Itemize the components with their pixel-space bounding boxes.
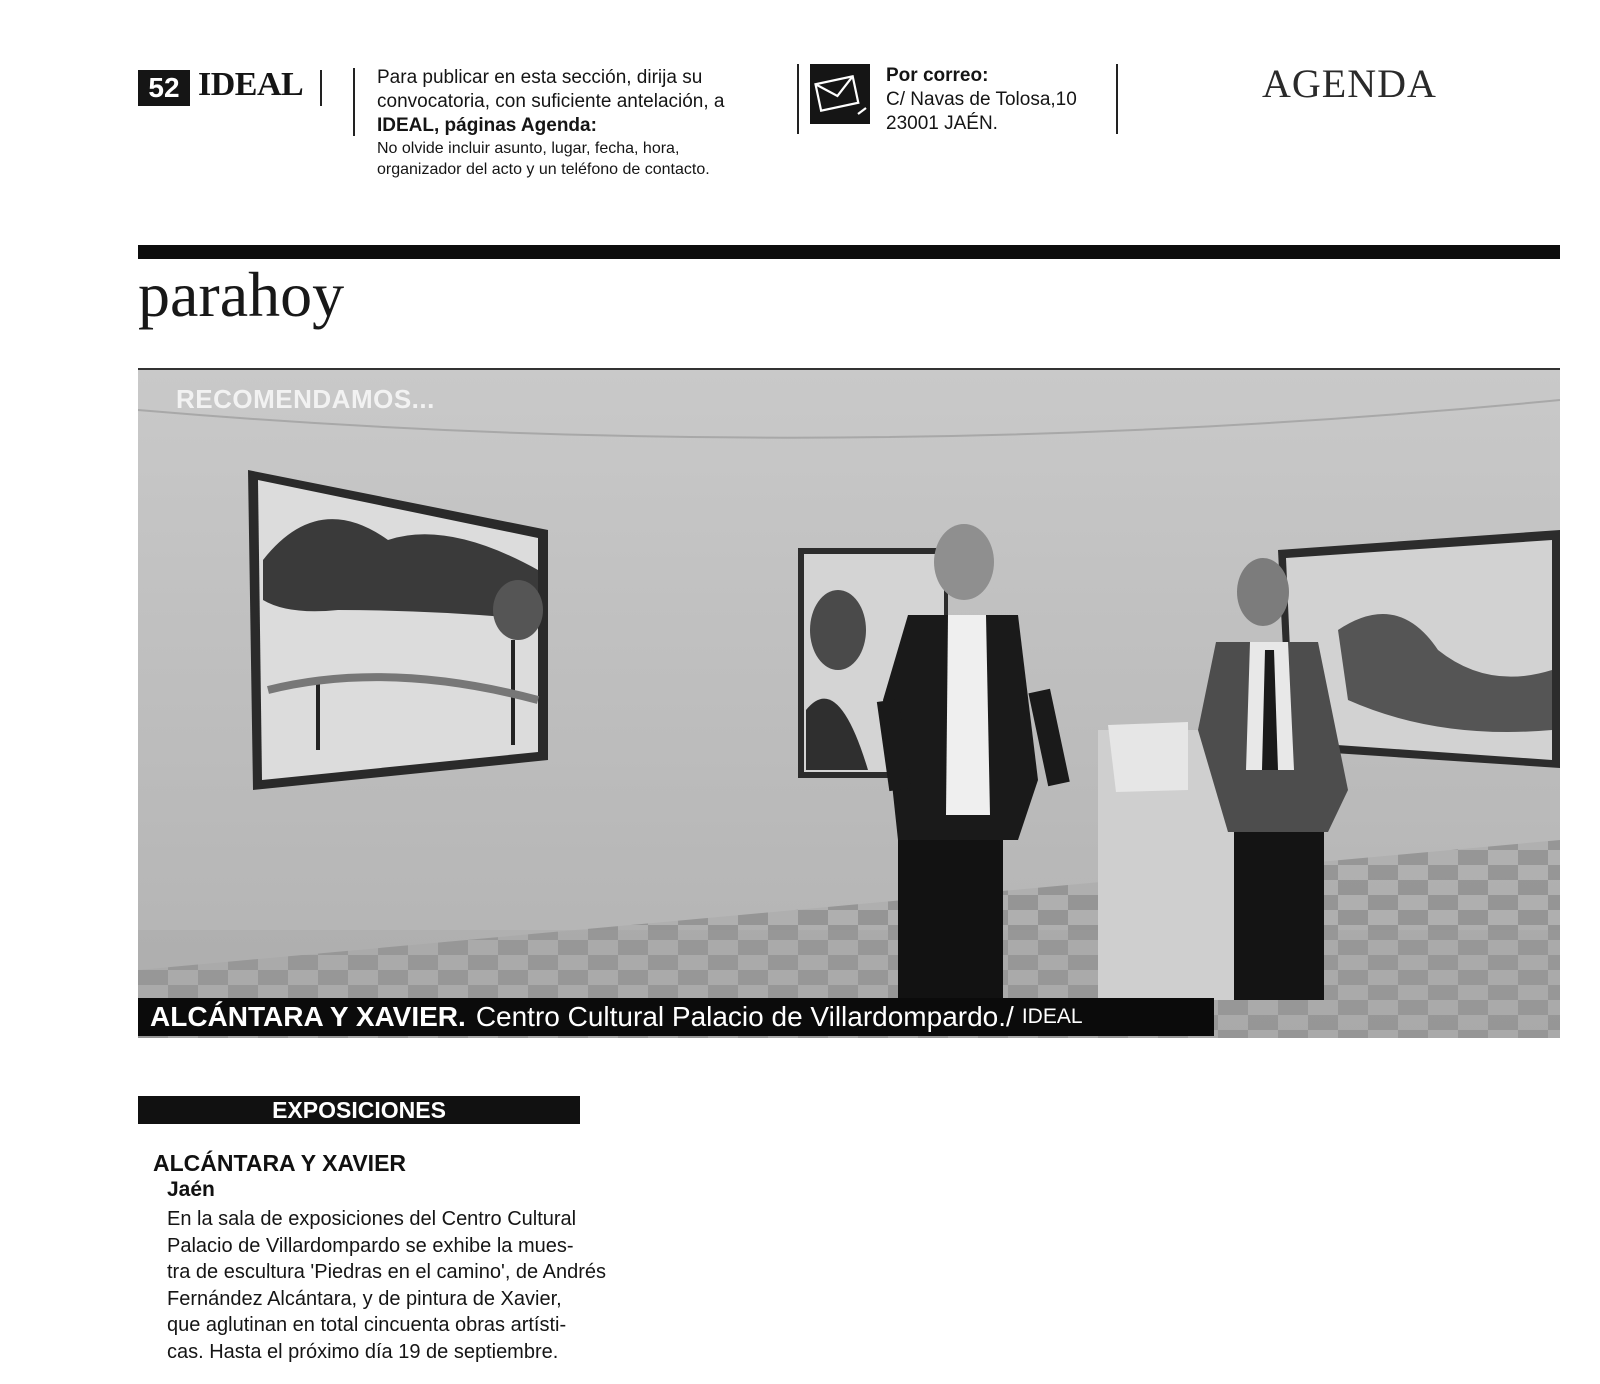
- listing-body-line: Palacio de Villardompardo se exhibe la mues-: [167, 1234, 574, 1257]
- submission-info: [377, 66, 777, 180]
- header-divider: [353, 68, 355, 136]
- listing-body-line: En la sala de exposiciones del Centro Cultural: [167, 1208, 577, 1230]
- header-divider: [797, 64, 799, 134]
- section-label: AGENDA: [1262, 61, 1437, 106]
- submission-line: convocatoria, con suficiente antelación, a: [377, 91, 725, 112]
- mail-address-line: 23001 JAÉN.: [886, 113, 998, 134]
- listing-place: Jaén: [167, 1178, 215, 1201]
- photo-caption: [138, 998, 1214, 1036]
- photo-overlay-label: RECOMENDAMOS...: [176, 384, 435, 414]
- listing-title: ALCÁNTARA Y XAVIER: [153, 1150, 407, 1176]
- masthead-logo: IDEAL: [198, 66, 304, 103]
- header-divider: [1116, 64, 1118, 134]
- submission-note: No olvide incluir asunto, lugar, fecha, hora,: [377, 140, 680, 157]
- mail-label: Por correo:: [886, 65, 989, 86]
- listing-body: [167, 1206, 606, 1365]
- caption-credit: IDEAL: [1021, 1005, 1083, 1028]
- listing-body-line: Fernández Alcántara, y de pintura de Xavier,: [167, 1287, 562, 1310]
- submission-line: IDEAL, páginas Agenda:: [377, 115, 597, 136]
- section-rule: [138, 245, 1560, 259]
- category-bar: EXPOSICIONES: [138, 1096, 580, 1124]
- section-title: parahoy: [138, 259, 345, 330]
- caption-title: ALCÁNTARA Y XAVIER.: [150, 1001, 466, 1032]
- page-number: 52: [138, 70, 190, 106]
- feature-photo: [138, 368, 1560, 1038]
- mail-info: [886, 64, 1116, 136]
- listing-body-line: que aglutinan en total cincuenta obras artísti-: [167, 1314, 567, 1336]
- listing-body-line: tra de escultura 'Piedras en el camino', de Andrés: [167, 1261, 606, 1283]
- submission-line: Para publicar en esta sección, dirija su: [377, 67, 703, 88]
- gallery-photo-illustration: [138, 370, 1560, 1038]
- caption-text: Centro Cultural Palacio de Villardompardo./: [475, 1001, 1014, 1032]
- submission-note: organizador del acto y un teléfono de contacto.: [377, 161, 710, 178]
- listing-body-line: cas. Hasta el próximo día 19 de septiembre.: [167, 1340, 559, 1363]
- header-divider: [320, 70, 322, 106]
- envelope-icon: [810, 64, 870, 124]
- mail-address-line: C/ Navas de Tolosa,10: [886, 89, 1077, 110]
